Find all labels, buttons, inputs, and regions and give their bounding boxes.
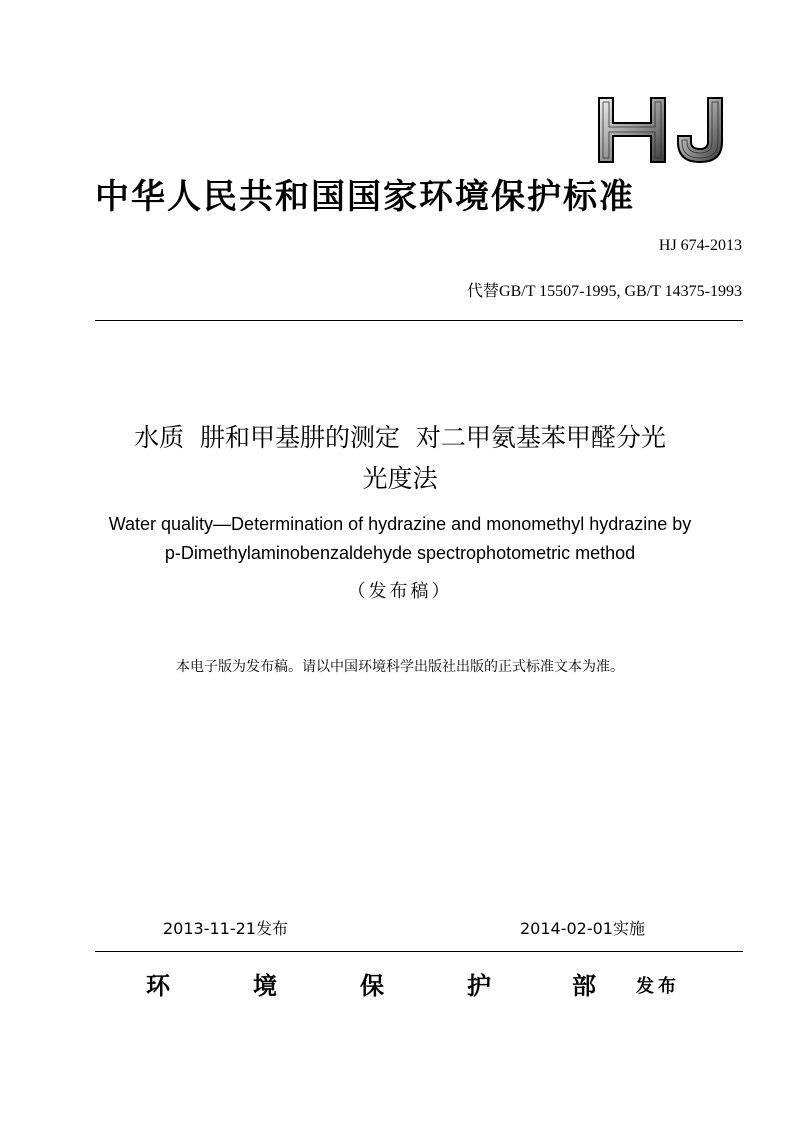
hj-logo (596, 96, 726, 164)
title-cn-line2: 光度法 (362, 464, 438, 493)
replaces-standards: 代替GB/T 15507-1995, GB/T 14375-1993 (467, 283, 742, 300)
issuer-char-3: 保 (360, 971, 384, 1000)
edition-note: 本电子版为发布稿。请以中国环境科学出版社出版的正式标准文本为准。 (176, 659, 624, 675)
issuer-char-2: 境 (253, 971, 277, 1000)
top-divider (95, 320, 743, 321)
draft-label: （发布稿） (347, 581, 453, 602)
bottom-divider (95, 951, 743, 952)
title-en-line1: Water quality—Determination of hydrazine and monomethyl hydrazine by (108, 514, 692, 534)
issuer-char-1: 环 (146, 971, 170, 1000)
issuer-char-5: 部 (572, 971, 596, 1000)
issuer-char-4: 护 (467, 971, 491, 1000)
standard-number: HJ 674-2013 (658, 237, 742, 254)
title-cn-line1: 水质 肼和甲基肼的测定 对二甲氨基苯甲醛分光 (134, 423, 666, 452)
issuer-suffix: 发布 (636, 976, 680, 997)
effective-date: 2014-02-01实施 (520, 919, 645, 938)
org-title: 中华人民共和国国家环境保护标准 (95, 177, 635, 217)
svg-text:HJ: HJ (596, 96, 598, 97)
title-en-line2: p-Dimethylaminobenzaldehyde spectrophotometric method (164, 543, 636, 563)
issue-date: 2013-11-21发布 (163, 919, 288, 938)
